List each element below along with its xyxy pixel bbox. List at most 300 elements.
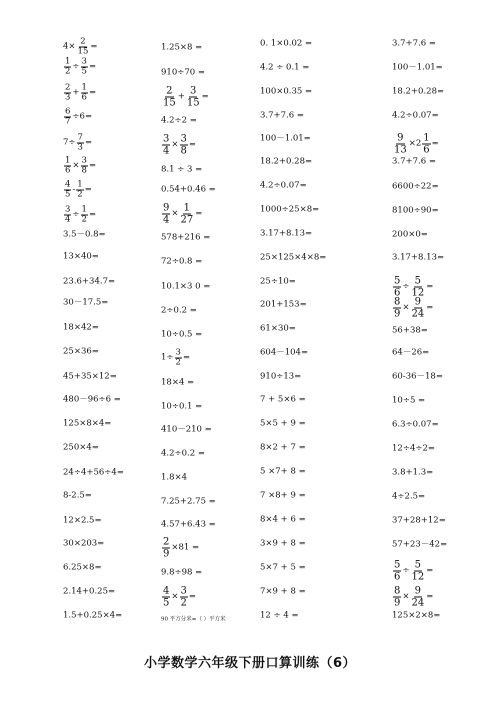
problem-2-13 <box>161 330 202 341</box>
problem-text: 4.2 ÷ 0.1 = <box>260 62 310 73</box>
fraction-numerator: 9 <box>414 296 422 308</box>
fraction <box>411 560 426 583</box>
problem-text: 3.7+7.6 = <box>392 156 436 167</box>
problem-text: = <box>188 139 196 150</box>
problem-text: = <box>88 87 97 98</box>
problem-text: = <box>188 591 196 602</box>
fraction <box>411 586 426 609</box>
fraction <box>393 276 401 299</box>
problem-2-19 <box>161 473 187 484</box>
problem-3-10 <box>260 253 326 264</box>
fraction-denominator: 4 <box>65 214 71 225</box>
problem-4-24 <box>392 586 433 609</box>
fraction-numerator: 3 <box>81 155 87 166</box>
problem-text: 2.14+0.25= <box>63 586 116 597</box>
problem-text: 7.25+2.75 = <box>161 496 216 507</box>
problem-3-14 <box>260 348 308 359</box>
problem-text: 3×9 + 8 = <box>260 538 306 549</box>
problem-2-17 <box>161 425 212 436</box>
fraction-denominator: 8 <box>180 145 187 157</box>
problem-1-25 <box>63 611 122 622</box>
fraction-denominator: 2 <box>180 597 187 609</box>
fraction-numerator: 1 <box>77 179 83 190</box>
fraction-denominator: 5 <box>163 597 170 609</box>
problem-text: 3.17+8.13= <box>392 252 445 263</box>
problem-1-7 <box>63 181 92 200</box>
problem-1-20 <box>63 491 92 502</box>
fraction-numerator: 3 <box>180 585 187 597</box>
problem-text: 4.2÷2 = <box>161 115 197 126</box>
problem-text: 6.25×8= <box>63 562 102 573</box>
problem-text: 7÷ <box>63 137 76 148</box>
problem-4-1 <box>392 39 436 50</box>
problem-text: 23.6+34.7= <box>63 276 116 287</box>
problem-4-8 <box>392 206 439 217</box>
problem-text: 410－210 = <box>161 424 212 435</box>
fraction <box>180 203 195 226</box>
problem-text: 61×30= <box>260 323 296 334</box>
problem-text: 30－17.5= <box>63 297 109 308</box>
fraction <box>162 86 177 109</box>
problem-3-5 <box>260 134 311 145</box>
problem-2-9 <box>161 233 210 244</box>
problem-text: 12 ÷ 4 = <box>260 610 299 621</box>
problem-text: × <box>171 208 179 219</box>
fraction-numerator: 1 <box>65 56 71 67</box>
problem-text: ÷ <box>72 209 80 220</box>
problem-4-22 <box>392 540 447 551</box>
fraction-denominator: 6 <box>394 571 401 583</box>
fraction-numerator: 3 <box>175 347 181 358</box>
problem-3-12 <box>260 300 307 311</box>
problem-1-10 <box>63 252 99 263</box>
problem-1-9 <box>63 230 106 241</box>
problem-text: 8100÷90= <box>392 205 439 216</box>
problem-text: 90 平方分米=（ ）平方米 <box>161 616 226 623</box>
problem-text: = <box>426 302 434 313</box>
problem-1-24 <box>63 587 115 598</box>
fraction-numerator: 1 <box>183 202 191 214</box>
fraction-numerator: 8 <box>394 296 401 308</box>
problem-text: × <box>402 591 410 602</box>
fraction-numerator: 5 <box>414 275 422 287</box>
problem-4-23 <box>392 560 433 583</box>
fraction-numerator: 3 <box>163 133 170 145</box>
problem-3-17 <box>260 419 306 430</box>
problem-text: 18×42= <box>63 322 99 333</box>
fraction-denominator: 6 <box>423 144 430 156</box>
fraction-denominator: 15 <box>163 97 176 109</box>
problem-text: 125×8×4= <box>63 418 112 429</box>
fraction-denominator: 24 <box>411 308 425 320</box>
problem-3-2 <box>260 63 309 74</box>
problem-4-17 <box>392 420 439 431</box>
problem-text: 10÷0.5 = <box>161 329 203 340</box>
problem-text: 6.3÷0.07= <box>392 419 439 430</box>
problem-1-15 <box>63 372 117 383</box>
problem-1-8 <box>63 206 96 225</box>
problem-3-19 <box>260 467 306 478</box>
problem-3-7 <box>260 181 307 192</box>
fraction <box>393 297 401 320</box>
problem-text: 201+153= <box>260 299 307 310</box>
problem-text: 8-2.5= <box>63 490 92 501</box>
problem-text: 100－1.01= <box>392 62 443 73</box>
problem-text: 8×4 + 6 = <box>260 514 306 525</box>
problem-2-10 <box>161 257 202 268</box>
problem-3-16 <box>260 395 306 406</box>
problem-text: = <box>426 591 434 602</box>
problem-4-6 <box>392 157 436 168</box>
problem-text: 100×0.35 = <box>260 86 313 97</box>
problem-2-16 <box>161 402 202 413</box>
problem-1-19 <box>63 468 124 479</box>
fraction <box>81 206 88 225</box>
fraction <box>175 349 182 368</box>
problem-4-7 <box>392 182 439 193</box>
problem-text: 25×125×4×8= <box>260 252 327 263</box>
problem-2-25 <box>161 615 226 626</box>
problem-4-13 <box>392 326 428 337</box>
fraction <box>77 38 90 57</box>
fraction-denominator: 6 <box>394 287 401 299</box>
problem-text: + <box>72 87 80 98</box>
problem-text: × <box>402 302 410 313</box>
problem-text: 910÷70 = <box>161 67 205 78</box>
problem-text: 10.1×3 0 = <box>161 281 211 292</box>
problem-text: 45+35×12= <box>63 371 117 382</box>
fraction <box>180 134 188 157</box>
problem-1-17 <box>63 419 111 430</box>
problem-4-3 <box>392 87 444 98</box>
problem-3-13 <box>260 324 296 335</box>
problem-text: 7 + 5×6 = <box>260 394 306 405</box>
fraction-denominator: 2 <box>81 214 87 225</box>
problem-text: 4.2÷0.07= <box>260 180 307 191</box>
problem-text: 125×2×8= <box>392 610 441 621</box>
fraction <box>76 181 83 200</box>
problem-text: 1000÷25×8= <box>260 204 320 215</box>
fraction-denominator: 5 <box>81 66 87 77</box>
fraction-numerator: 2 <box>65 82 71 93</box>
fraction-numerator: 1 <box>423 132 430 144</box>
problem-text: 8.1 ÷ 3 = <box>161 164 203 175</box>
problem-text: 4× <box>63 41 76 52</box>
problem-2-2 <box>161 68 205 79</box>
problem-4-2 <box>392 63 443 74</box>
fraction-numerator: 6 <box>65 106 71 117</box>
problem-text: 5×5 + 9 = <box>260 418 306 429</box>
problem-text: 480－96÷6 = <box>63 394 121 405</box>
problem-2-15 <box>161 378 194 389</box>
problem-text: = <box>84 137 93 148</box>
problem-1-13 <box>63 323 99 334</box>
problem-4-21 <box>392 516 446 527</box>
fraction <box>64 206 71 225</box>
problem-text: 578+216 = <box>161 232 211 243</box>
fraction-numerator: 1 <box>81 82 87 93</box>
worksheet-title: 小学数学六年级下册口算训练（6） <box>143 656 357 671</box>
fraction-denominator: 2 <box>65 66 71 77</box>
fraction-denominator: 12 <box>411 571 425 583</box>
problem-text: = <box>88 61 97 72</box>
problem-text: = <box>201 91 209 102</box>
problem-text: 0. 1×0.02 = <box>260 38 313 49</box>
problem-text: 7×9 + 8 = <box>260 586 306 597</box>
fraction <box>411 276 426 299</box>
problem-1-22 <box>63 539 104 550</box>
problem-text: = <box>195 208 203 219</box>
problem-2-5 <box>161 134 196 157</box>
problem-text: 2÷0.2 = <box>161 305 197 316</box>
problem-3-18 <box>260 443 306 454</box>
fraction-denominator: 5 <box>65 189 71 200</box>
problem-text: 1÷ <box>161 352 174 363</box>
problem-2-4 <box>161 116 197 127</box>
fraction-numerator: 3 <box>81 56 87 67</box>
fraction-denominator: 2 <box>175 357 181 368</box>
problem-text: ÷ <box>72 61 80 72</box>
problem-text: 1.5+0.25×4= <box>63 610 123 621</box>
problem-4-25 <box>392 611 440 622</box>
problem-4-19 <box>392 468 433 479</box>
problem-text: ÷ <box>402 565 410 576</box>
problem-text: = <box>426 281 434 292</box>
fraction <box>422 133 430 156</box>
problem-4-4 <box>392 111 439 122</box>
problem-text: 13×40= <box>63 251 99 262</box>
fraction <box>162 537 170 560</box>
problem-text: ×81 = <box>171 542 200 553</box>
problem-text: 18.2+0.28= <box>260 156 313 167</box>
fraction-numerator: 3 <box>180 133 187 145</box>
problem-3-6 <box>260 157 312 168</box>
fraction <box>186 86 201 109</box>
fraction-numerator: 8 <box>394 585 401 597</box>
fraction <box>64 181 71 200</box>
fraction-numerator: 9 <box>163 202 170 214</box>
fraction-numerator: 5 <box>394 275 401 287</box>
fraction-denominator: 2 <box>77 189 83 200</box>
fraction-numerator: 5 <box>414 559 422 571</box>
problem-3-15 <box>260 372 301 383</box>
problem-2-21 <box>161 520 216 531</box>
fraction <box>393 560 401 583</box>
problem-3-24 <box>260 587 306 598</box>
problem-text: = <box>431 138 439 149</box>
fraction-denominator: 9 <box>394 308 401 320</box>
problem-2-14 <box>161 349 190 368</box>
problem-1-18 <box>63 443 99 454</box>
problem-text: 4÷2.5= <box>392 491 426 502</box>
problem-text: × <box>72 160 80 171</box>
problem-3-21 <box>260 515 306 526</box>
problem-3-9 <box>260 229 312 240</box>
problem-4-14 <box>392 348 429 359</box>
fraction <box>180 586 188 609</box>
fraction <box>162 586 170 609</box>
problem-1-5 <box>63 134 92 153</box>
problem-text: 18.2+0.28= <box>392 86 445 97</box>
problem-text: 60-36－18= <box>392 371 443 382</box>
problem-2-1 <box>161 43 202 54</box>
fraction-denominator: 4 <box>163 145 170 157</box>
problem-2-23 <box>161 568 202 579</box>
problem-text: 6600÷22= <box>392 181 439 192</box>
problem-4-11 <box>392 276 433 299</box>
fraction <box>64 84 71 103</box>
problem-text: 4.57+6.43 = <box>161 519 216 530</box>
fraction <box>64 157 71 176</box>
fraction-numerator: 9 <box>397 132 404 144</box>
problem-1-12 <box>63 298 108 309</box>
problem-text: 10÷5 = <box>392 395 426 406</box>
problem-1-6 <box>63 157 96 176</box>
fraction-denominator: 15 <box>77 46 89 57</box>
fraction <box>393 586 401 609</box>
problem-text: 3.5－0.8= <box>63 229 106 240</box>
fraction-numerator: 7 <box>77 132 83 143</box>
fraction-numerator: 1 <box>65 155 71 166</box>
problem-4-5 <box>392 133 439 156</box>
problem-4-12 <box>392 297 433 320</box>
problem-2-24 <box>161 586 196 609</box>
problem-text: 1.25×8 = <box>161 42 203 53</box>
problem-4-18 <box>392 444 435 455</box>
problem-4-16 <box>392 396 425 407</box>
fraction-denominator: 7 <box>65 116 71 127</box>
problem-3-1 <box>260 39 312 50</box>
problem-3-25 <box>260 611 299 622</box>
problem-1-1 <box>63 38 97 57</box>
problem-1-11 <box>63 277 115 288</box>
problem-1-4 <box>63 108 92 127</box>
problem-2-11 <box>161 282 210 293</box>
problem-text: 72÷0.8 = <box>161 256 203 267</box>
fraction <box>162 134 170 157</box>
fraction-denominator: 13 <box>394 144 407 156</box>
problem-2-3 <box>161 86 209 109</box>
problem-text: 37+28+12= <box>392 515 446 526</box>
problem-text: = <box>88 209 97 220</box>
problem-2-22 <box>161 537 199 560</box>
fraction-denominator: 4 <box>163 214 170 226</box>
problem-text: × <box>171 591 179 602</box>
problem-3-11 <box>260 277 296 288</box>
problem-2-7 <box>161 185 216 196</box>
fraction-denominator: 6 <box>65 165 71 176</box>
fraction-numerator: 4 <box>163 585 170 597</box>
problem-4-9 <box>392 230 428 241</box>
fraction-denominator: 15 <box>186 97 200 109</box>
fraction-denominator: 12 <box>411 287 425 299</box>
problem-2-8 <box>161 203 202 226</box>
fraction <box>81 84 88 103</box>
problem-text: = <box>84 184 92 195</box>
problem-text: = <box>88 160 97 171</box>
problem-4-20 <box>392 492 425 503</box>
fraction-numerator: 4 <box>65 179 71 190</box>
problem-text: 30×203= <box>63 538 105 549</box>
problem-2-20 <box>161 497 216 508</box>
problem-text: 64－26= <box>392 347 430 358</box>
problem-text: 3.17+8.13= <box>260 228 313 239</box>
problem-text: 57+23－42= <box>392 539 448 550</box>
fraction-numerator: 2 <box>163 536 170 548</box>
problem-text: = <box>182 352 191 363</box>
fraction-denominator: 27 <box>180 214 194 226</box>
problem-text: × <box>171 139 179 150</box>
problem-1-2 <box>63 58 96 77</box>
problem-1-23 <box>63 563 102 574</box>
problem-3-4 <box>260 111 304 122</box>
problem-2-12 <box>161 306 197 317</box>
problem-text: 12÷4÷2= <box>392 443 435 454</box>
problem-1-14 <box>63 347 99 358</box>
problem-4-10 <box>392 253 444 264</box>
problem-3-22 <box>260 539 306 550</box>
problem-1-16 <box>63 395 121 406</box>
fraction-denominator: 9 <box>163 548 170 560</box>
fraction-numerator: 3 <box>190 85 197 97</box>
problem-text: 0.54+0.46 = <box>161 184 216 195</box>
problem-2-18 <box>161 449 205 460</box>
problem-text: 250×4= <box>63 442 99 453</box>
problem-4-15 <box>392 372 443 383</box>
problem-text: ÷6= <box>72 111 93 122</box>
problem-text: ÷ <box>402 281 410 292</box>
problem-text: 1.8×4 <box>161 472 188 483</box>
problem-text: 25×36= <box>63 346 99 357</box>
fraction <box>81 157 88 176</box>
problem-text: 5×7 + 5 = <box>260 562 306 573</box>
fraction-numerator: 9 <box>414 585 422 597</box>
fraction-denominator: 9 <box>394 597 401 609</box>
fraction-denominator: 6 <box>81 92 87 103</box>
fraction-denominator: 24 <box>411 597 425 609</box>
fraction-numerator: 2 <box>80 36 86 47</box>
problem-1-3 <box>63 84 96 103</box>
problem-text: 9.8÷98 = <box>161 567 203 578</box>
problem-text: 3.7+7.6 = <box>260 110 304 121</box>
problem-text: - <box>72 184 76 195</box>
fraction <box>81 58 88 77</box>
fraction-denominator: 3 <box>65 92 71 103</box>
problem-text: = <box>426 565 434 576</box>
problem-text: 3.7+7.6 = <box>392 38 436 49</box>
problem-3-20 <box>260 491 306 502</box>
problem-text: + <box>177 91 185 102</box>
fraction <box>64 58 71 77</box>
problem-text: 25÷10= <box>260 276 296 287</box>
problem-text: 10÷0.1 = <box>161 401 203 412</box>
problem-2-6 <box>161 165 202 176</box>
problem-1-21 <box>63 516 102 527</box>
fraction <box>77 134 84 153</box>
problem-text: 24÷4+56÷4= <box>63 467 124 478</box>
problem-3-23 <box>260 563 306 574</box>
problem-text: 910÷13= <box>260 371 302 382</box>
problem-text: 4.2÷0.07= <box>392 110 439 121</box>
problem-text: 5 ×7+ 8 = <box>260 466 306 477</box>
fraction-numerator: 3 <box>65 204 71 215</box>
problem-text: 18×4 = <box>161 377 195 388</box>
fraction-denominator: 3 <box>77 142 83 153</box>
problem-3-8 <box>260 205 319 216</box>
problem-text: 56+38= <box>392 325 428 336</box>
problem-text: 604－104= <box>260 347 309 358</box>
problem-text: 3.8+1.3= <box>392 467 434 478</box>
